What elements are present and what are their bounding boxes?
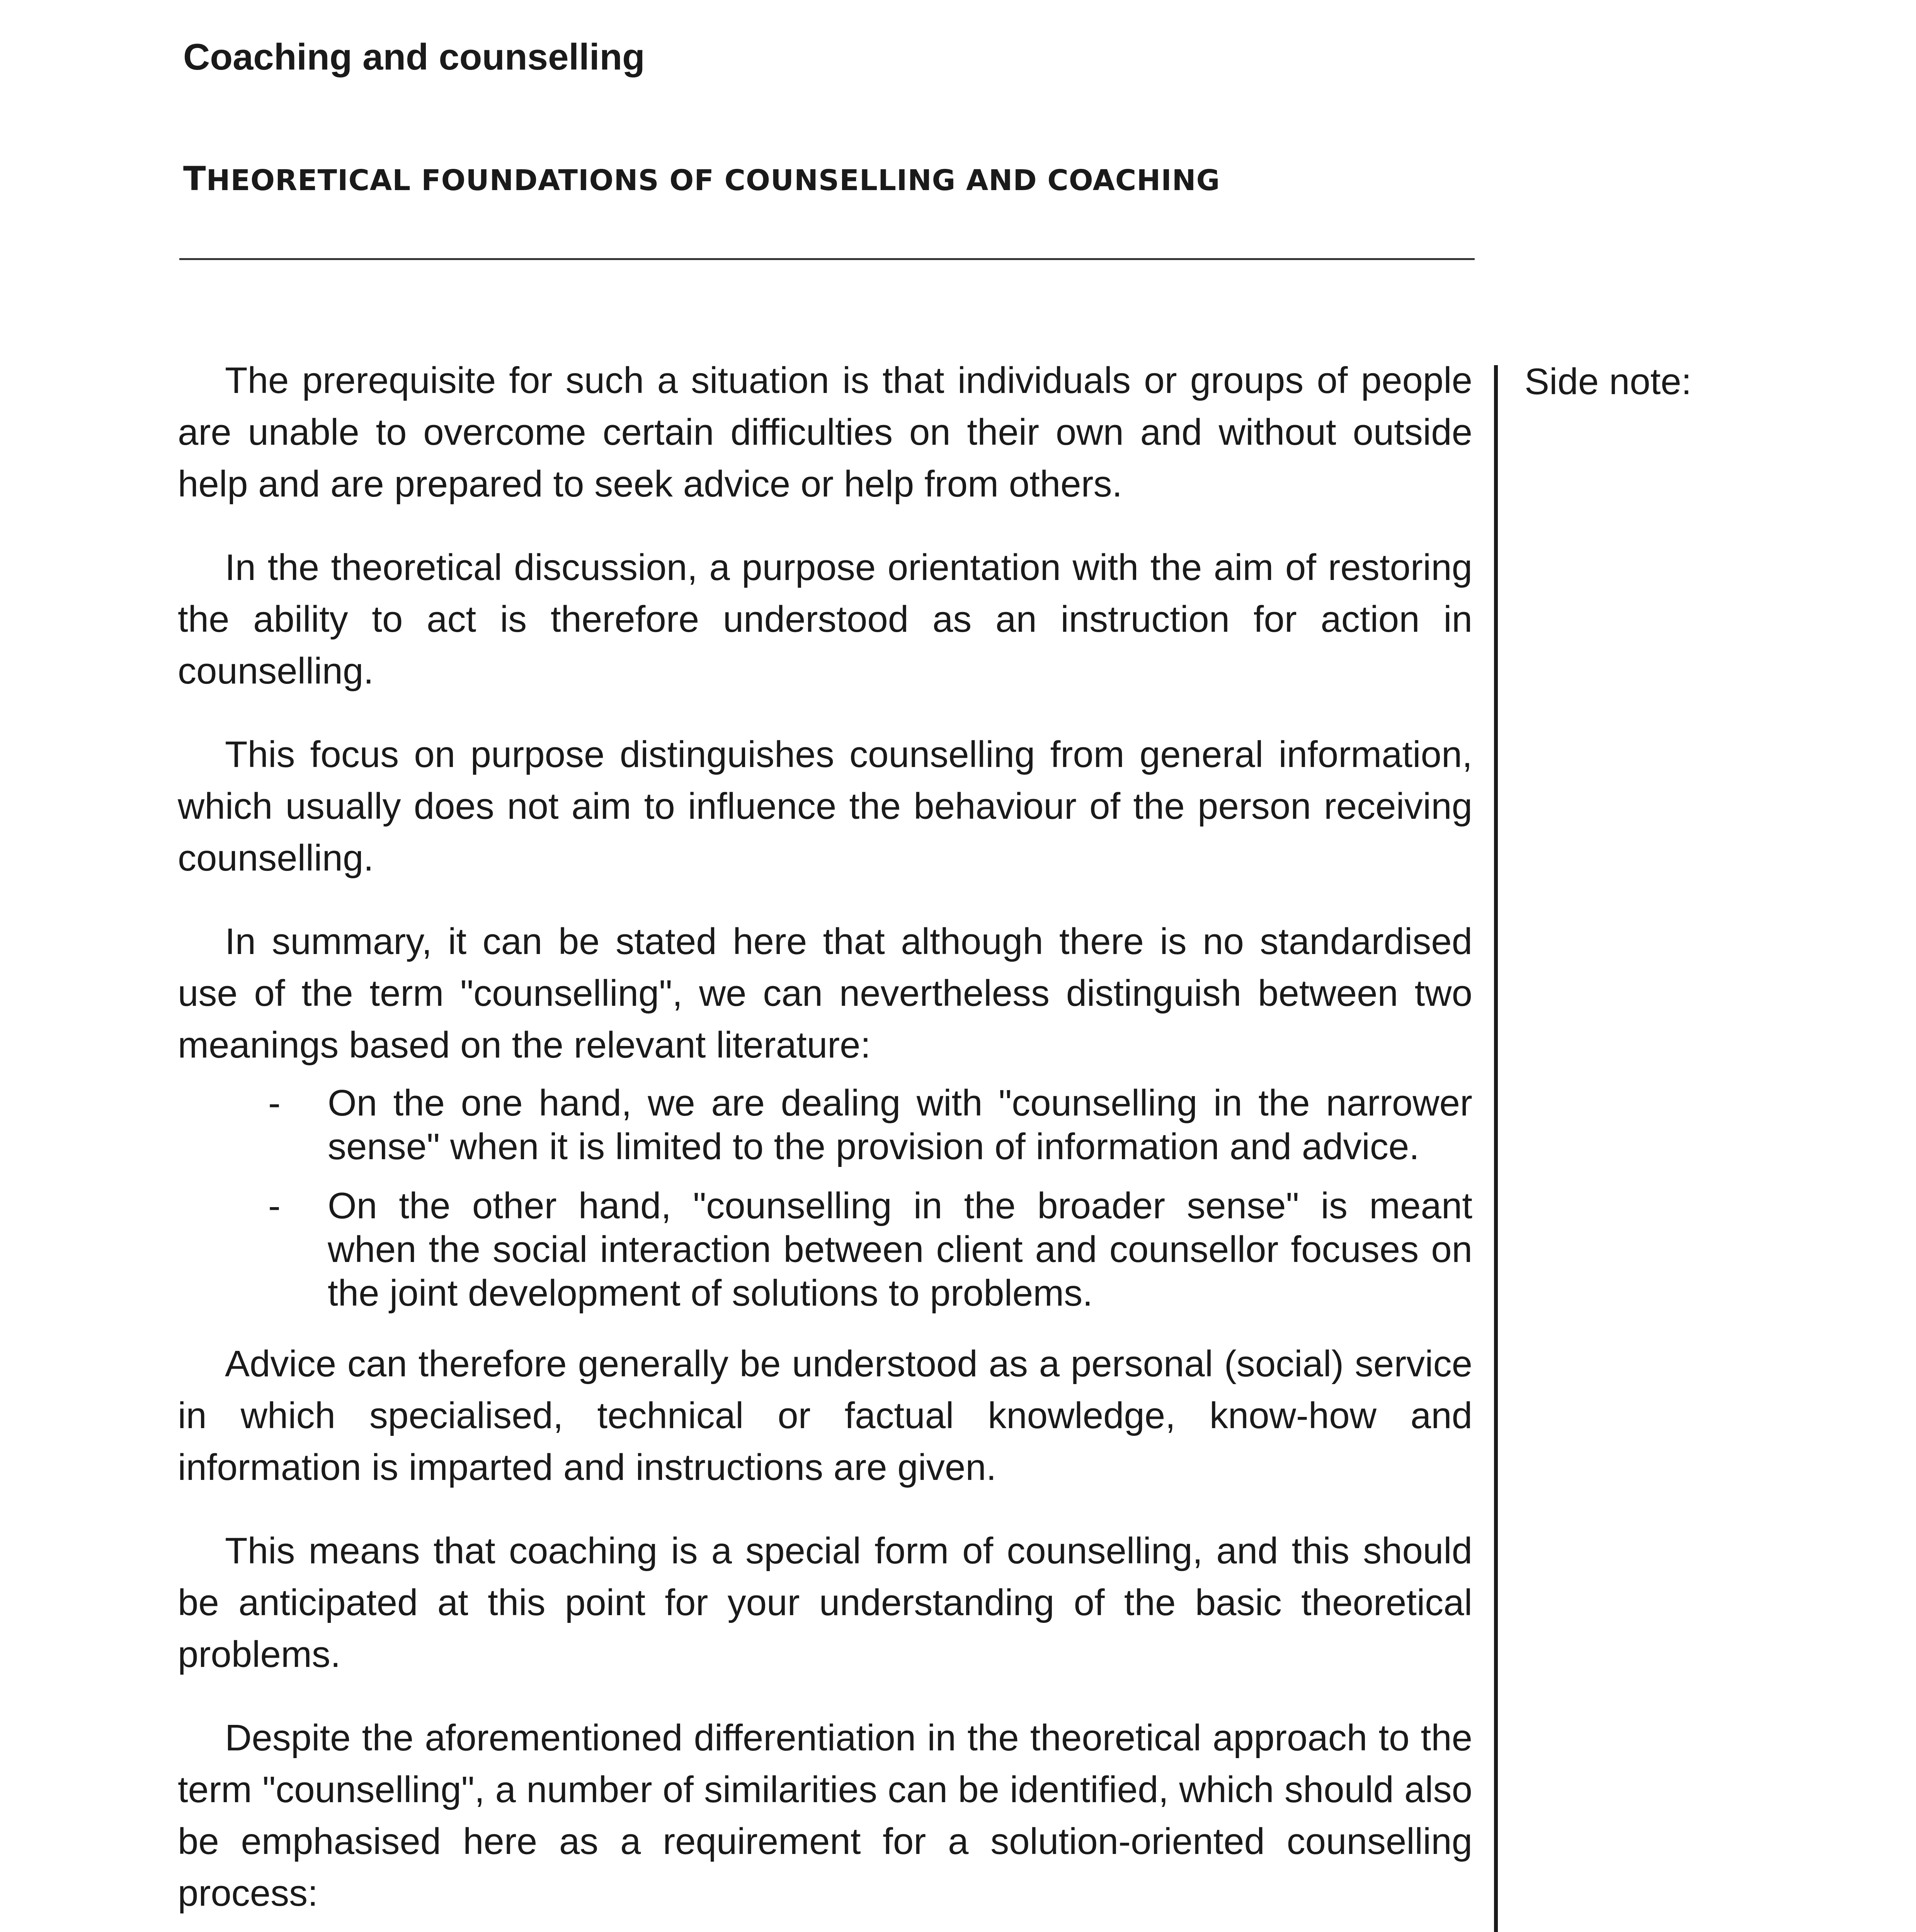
side-note-label: Side note:: [1525, 361, 1692, 402]
paragraph-similarities: Despite the aforementioned differentiation in the theoretical approach to the term "counselling", a number of similarities can be identified, which should also be emphasised here as a requirement for a solution-oriented counselling process:: [178, 1717, 1472, 1914]
section-title: THEORETICAL FOUNDATIONS OF COUNSELLING AND COACHING: [183, 160, 1220, 198]
list-marker: -: [268, 1185, 281, 1226]
paragraph-coaching-special-form: This means that coaching is a special form of counselling, and this should be anticipated at this point for your understanding of the basic theoretical problems.: [178, 1530, 1472, 1675]
header-divider: [179, 258, 1475, 260]
document-title: Coaching and counselling: [183, 36, 645, 78]
list-item: [178, 1184, 1472, 1315]
main-text: [178, 355, 1472, 1932]
paragraph-prerequisite: The prerequisite for such a situation is that individuals or groups of people are unable to overcome certain difficulties on their own and without outside help and are prepared to seek advice or help from others.: [178, 360, 1472, 505]
list-item-text: On the one hand, we are dealing with "counselling in the narrower sense" when it is limited to the provision of information and advice.: [328, 1082, 1472, 1167]
counselling-meanings-list: [178, 1081, 1472, 1315]
list-marker: -: [268, 1082, 281, 1124]
paragraph-focus-on-purpose: This focus on purpose distinguishes counselling from general information, which usually does not aim to influence the behaviour of the person receiving counselling.: [178, 734, 1472, 879]
list-item-text: On the other hand, "counselling in the broader sense" is meant when the social interaction between client and counsellor focuses on the joint development of solutions to problems.: [328, 1185, 1472, 1314]
side-note-divider: [1494, 365, 1498, 1932]
paragraph-advice: Advice can therefore generally be understood as a personal (social) service in which specialised, technical or factual knowledge, know-how and information is imparted and instructions are given.: [178, 1343, 1472, 1488]
paragraph-summary: In summary, it can be stated here that although there is no standardised use of the term "counselling", we can nevertheless distinguish between two meanings based on the relevant literature:: [178, 921, 1472, 1066]
list-item: [178, 1081, 1472, 1168]
paragraph-purpose-orientation: In the theoretical discussion, a purpose orientation with the aim of restoring the ability to act is therefore understood as an instruction for action in counselling.: [178, 547, 1472, 692]
